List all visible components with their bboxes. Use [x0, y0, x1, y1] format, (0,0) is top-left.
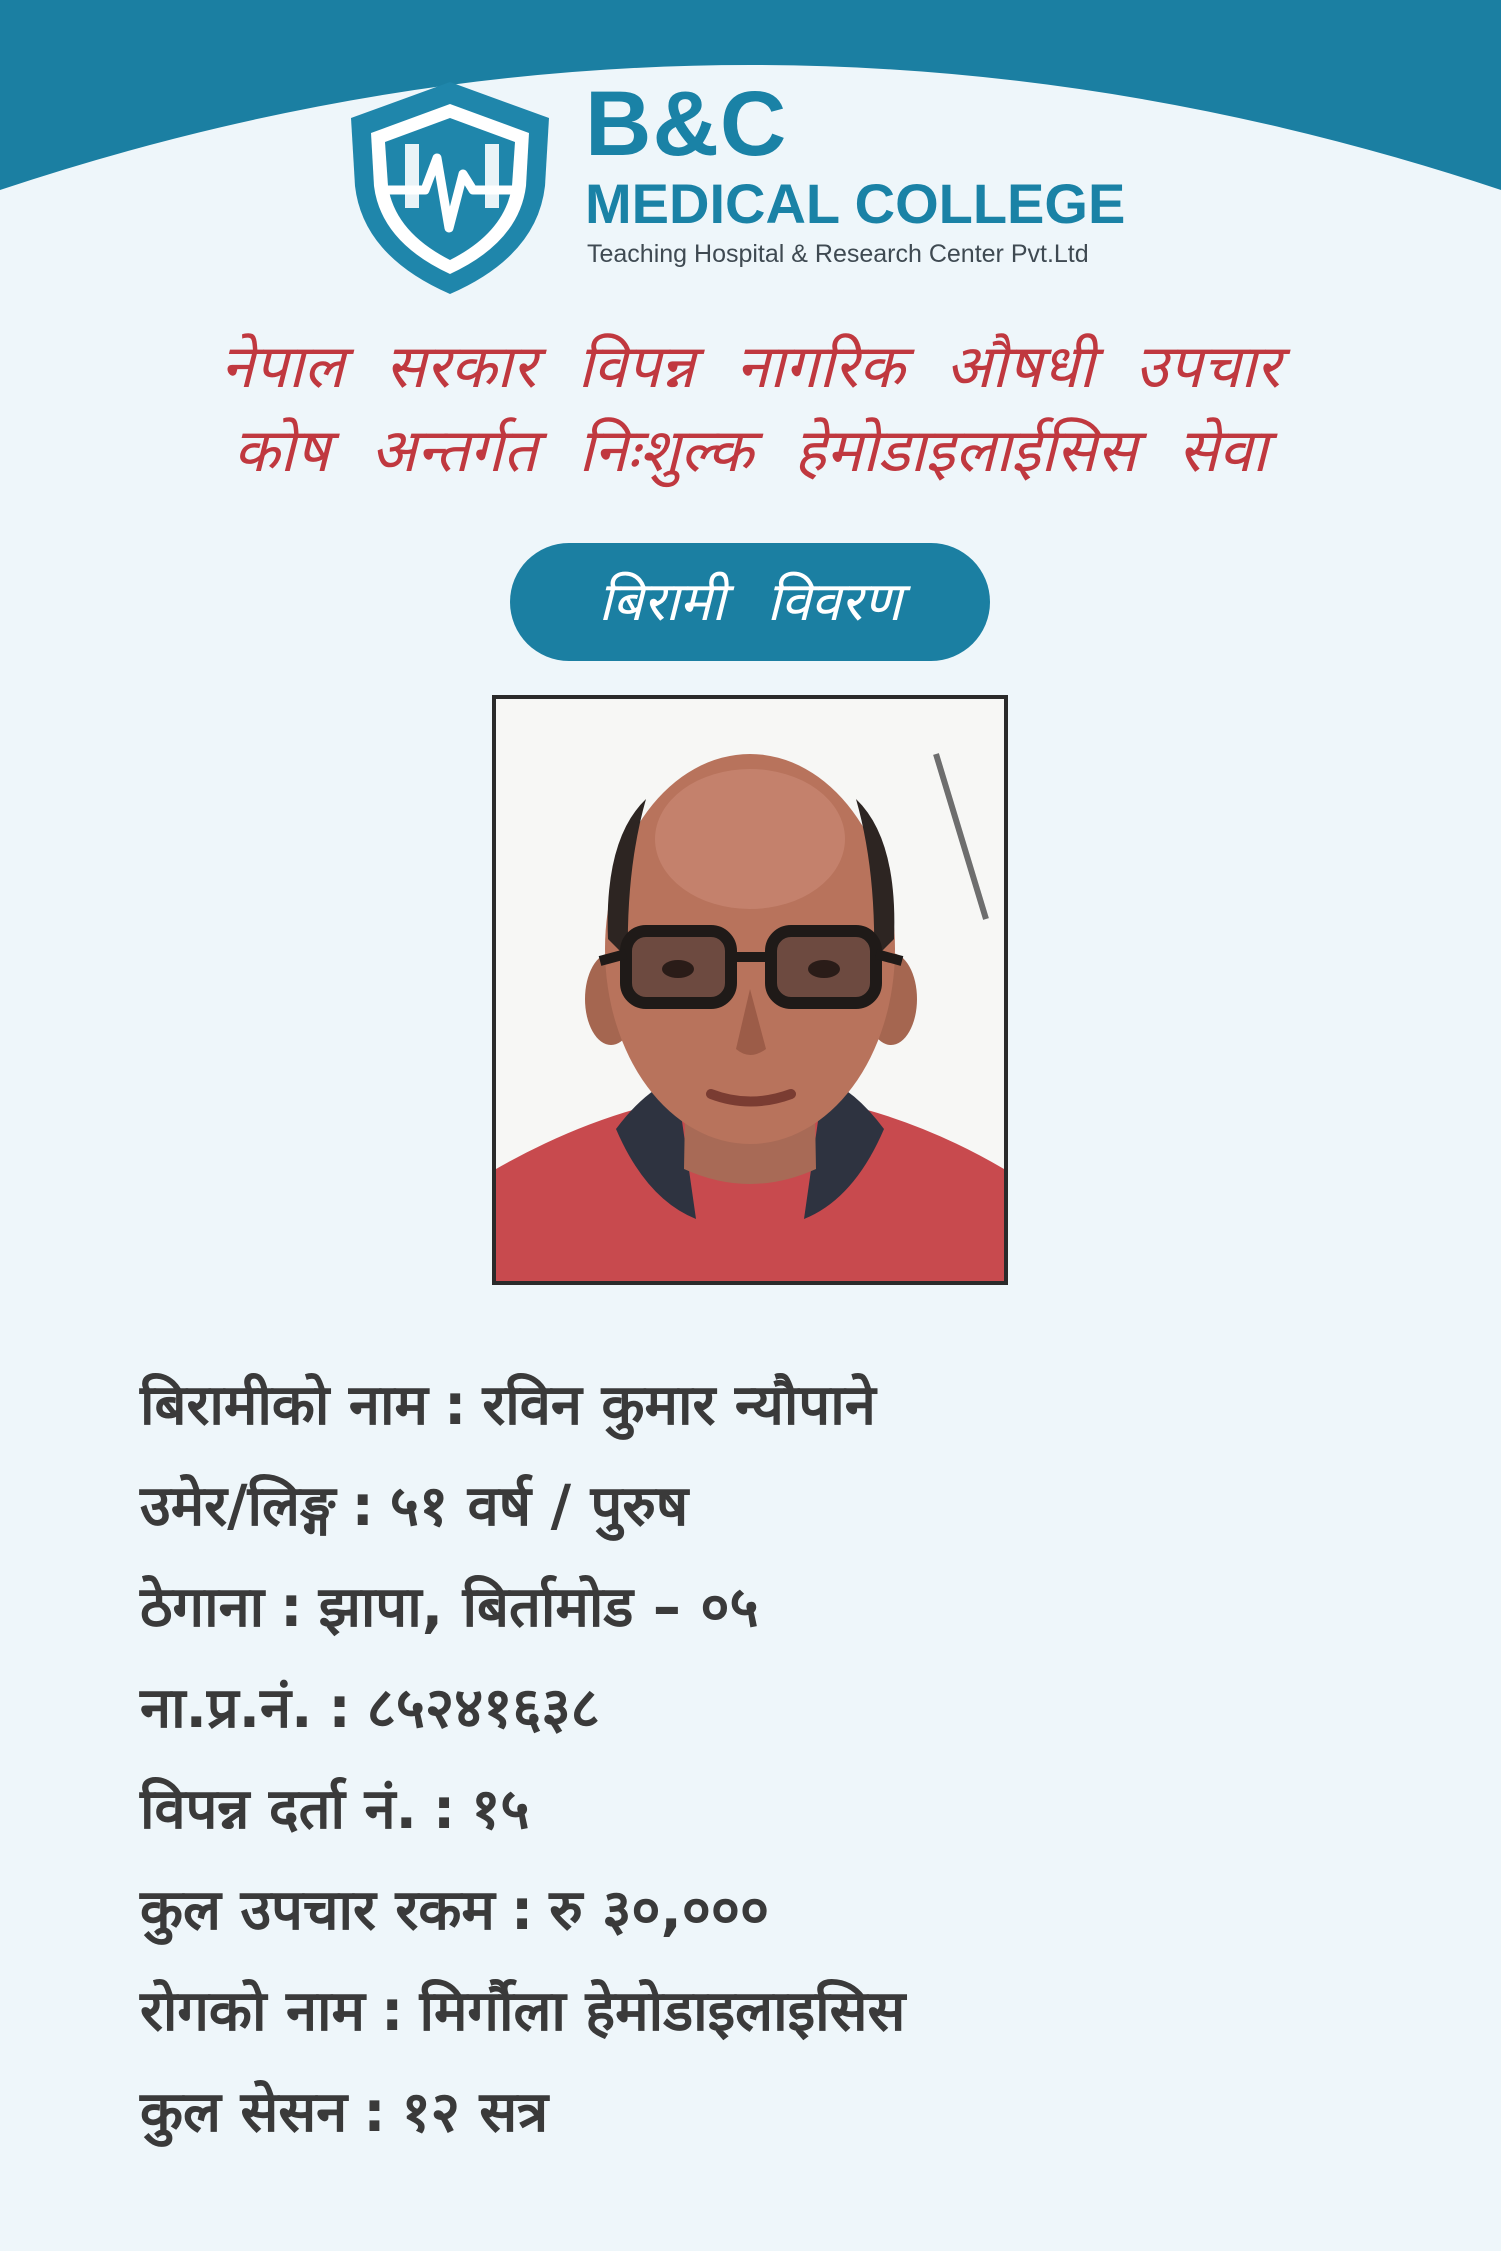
- brand-block: [585, 73, 1126, 269]
- patient-details: [140, 1355, 1440, 2163]
- detail-label: कुल सेसन: [140, 2080, 348, 2145]
- service-headline: [60, 325, 1441, 493]
- shield-heartbeat-icon: [345, 78, 555, 298]
- detail-row-disease: रोगको नाम : मिर्गौला हेमोडाइलाइसिस: [140, 1979, 906, 2044]
- brand-subtitle: MEDICAL COLLEGE: [585, 172, 1126, 235]
- brand-name: B&C: [585, 73, 788, 175]
- detail-label: कुल उपचार रकम: [140, 1878, 495, 1943]
- detail-row-citizenship: ना.प्र.नं. : ८५२४१६३८: [140, 1676, 600, 1741]
- detail-row-amount: कुल उपचार रकम : रु ३०,०००: [140, 1878, 770, 1943]
- detail-value: झापा, बिर्तामोड – ०५: [318, 1575, 759, 1640]
- detail-label: रोगको नाम: [140, 1979, 366, 2044]
- detail-value: १२ सत्र: [401, 2080, 549, 2145]
- detail-label: ठेगाना: [140, 1575, 265, 1640]
- detail-label: ना.प्र.नं.: [140, 1676, 313, 1741]
- detail-label: उमेर/लिङ्ग: [140, 1474, 336, 1539]
- section-title-pill: बिरामी विवरण: [510, 543, 990, 661]
- detail-label: बिरामीको नाम: [140, 1373, 428, 1438]
- detail-label: विपन्न दर्ता नं.: [140, 1777, 417, 1842]
- detail-row-age-gender: उमेर/लिङ्ग : ५१ वर्ष / पुरुष: [140, 1474, 689, 1539]
- detail-row-sessions: कुल सेसन : १२ सत्र: [140, 2080, 549, 2145]
- detail-value: रु ३०,०००: [549, 1878, 770, 1943]
- detail-value: रविन कुमार न्यौपाने: [482, 1373, 876, 1438]
- detail-value: मिर्गौला हेमोडाइलाइसिस: [419, 1979, 906, 2044]
- detail-value: १५: [471, 1777, 530, 1842]
- detail-value: ५१ वर्ष / पुरुष: [389, 1474, 689, 1539]
- detail-row-address: ठेगाना : झापा, बिर्तामोड – ०५: [140, 1575, 759, 1640]
- detail-row-name: बिरामीको नाम : रविन कुमार न्यौपाने: [140, 1373, 876, 1438]
- headline-line-1: नेपाल सरकार विपन्न नागरिक औषधी उपचार: [220, 332, 1281, 402]
- brand-tagline: Teaching Hospital & Research Center Pvt.Ltd: [587, 240, 1089, 268]
- headline-line-2: कोष अन्तर्गत निःशुल्क हेमोडाइलाईसिस सेवा: [233, 416, 1268, 486]
- detail-value: ८५२४१६३८: [366, 1676, 600, 1741]
- detail-row-registration: विपन्न दर्ता नं. : १५: [140, 1777, 530, 1842]
- patient-photo: [492, 695, 1008, 1285]
